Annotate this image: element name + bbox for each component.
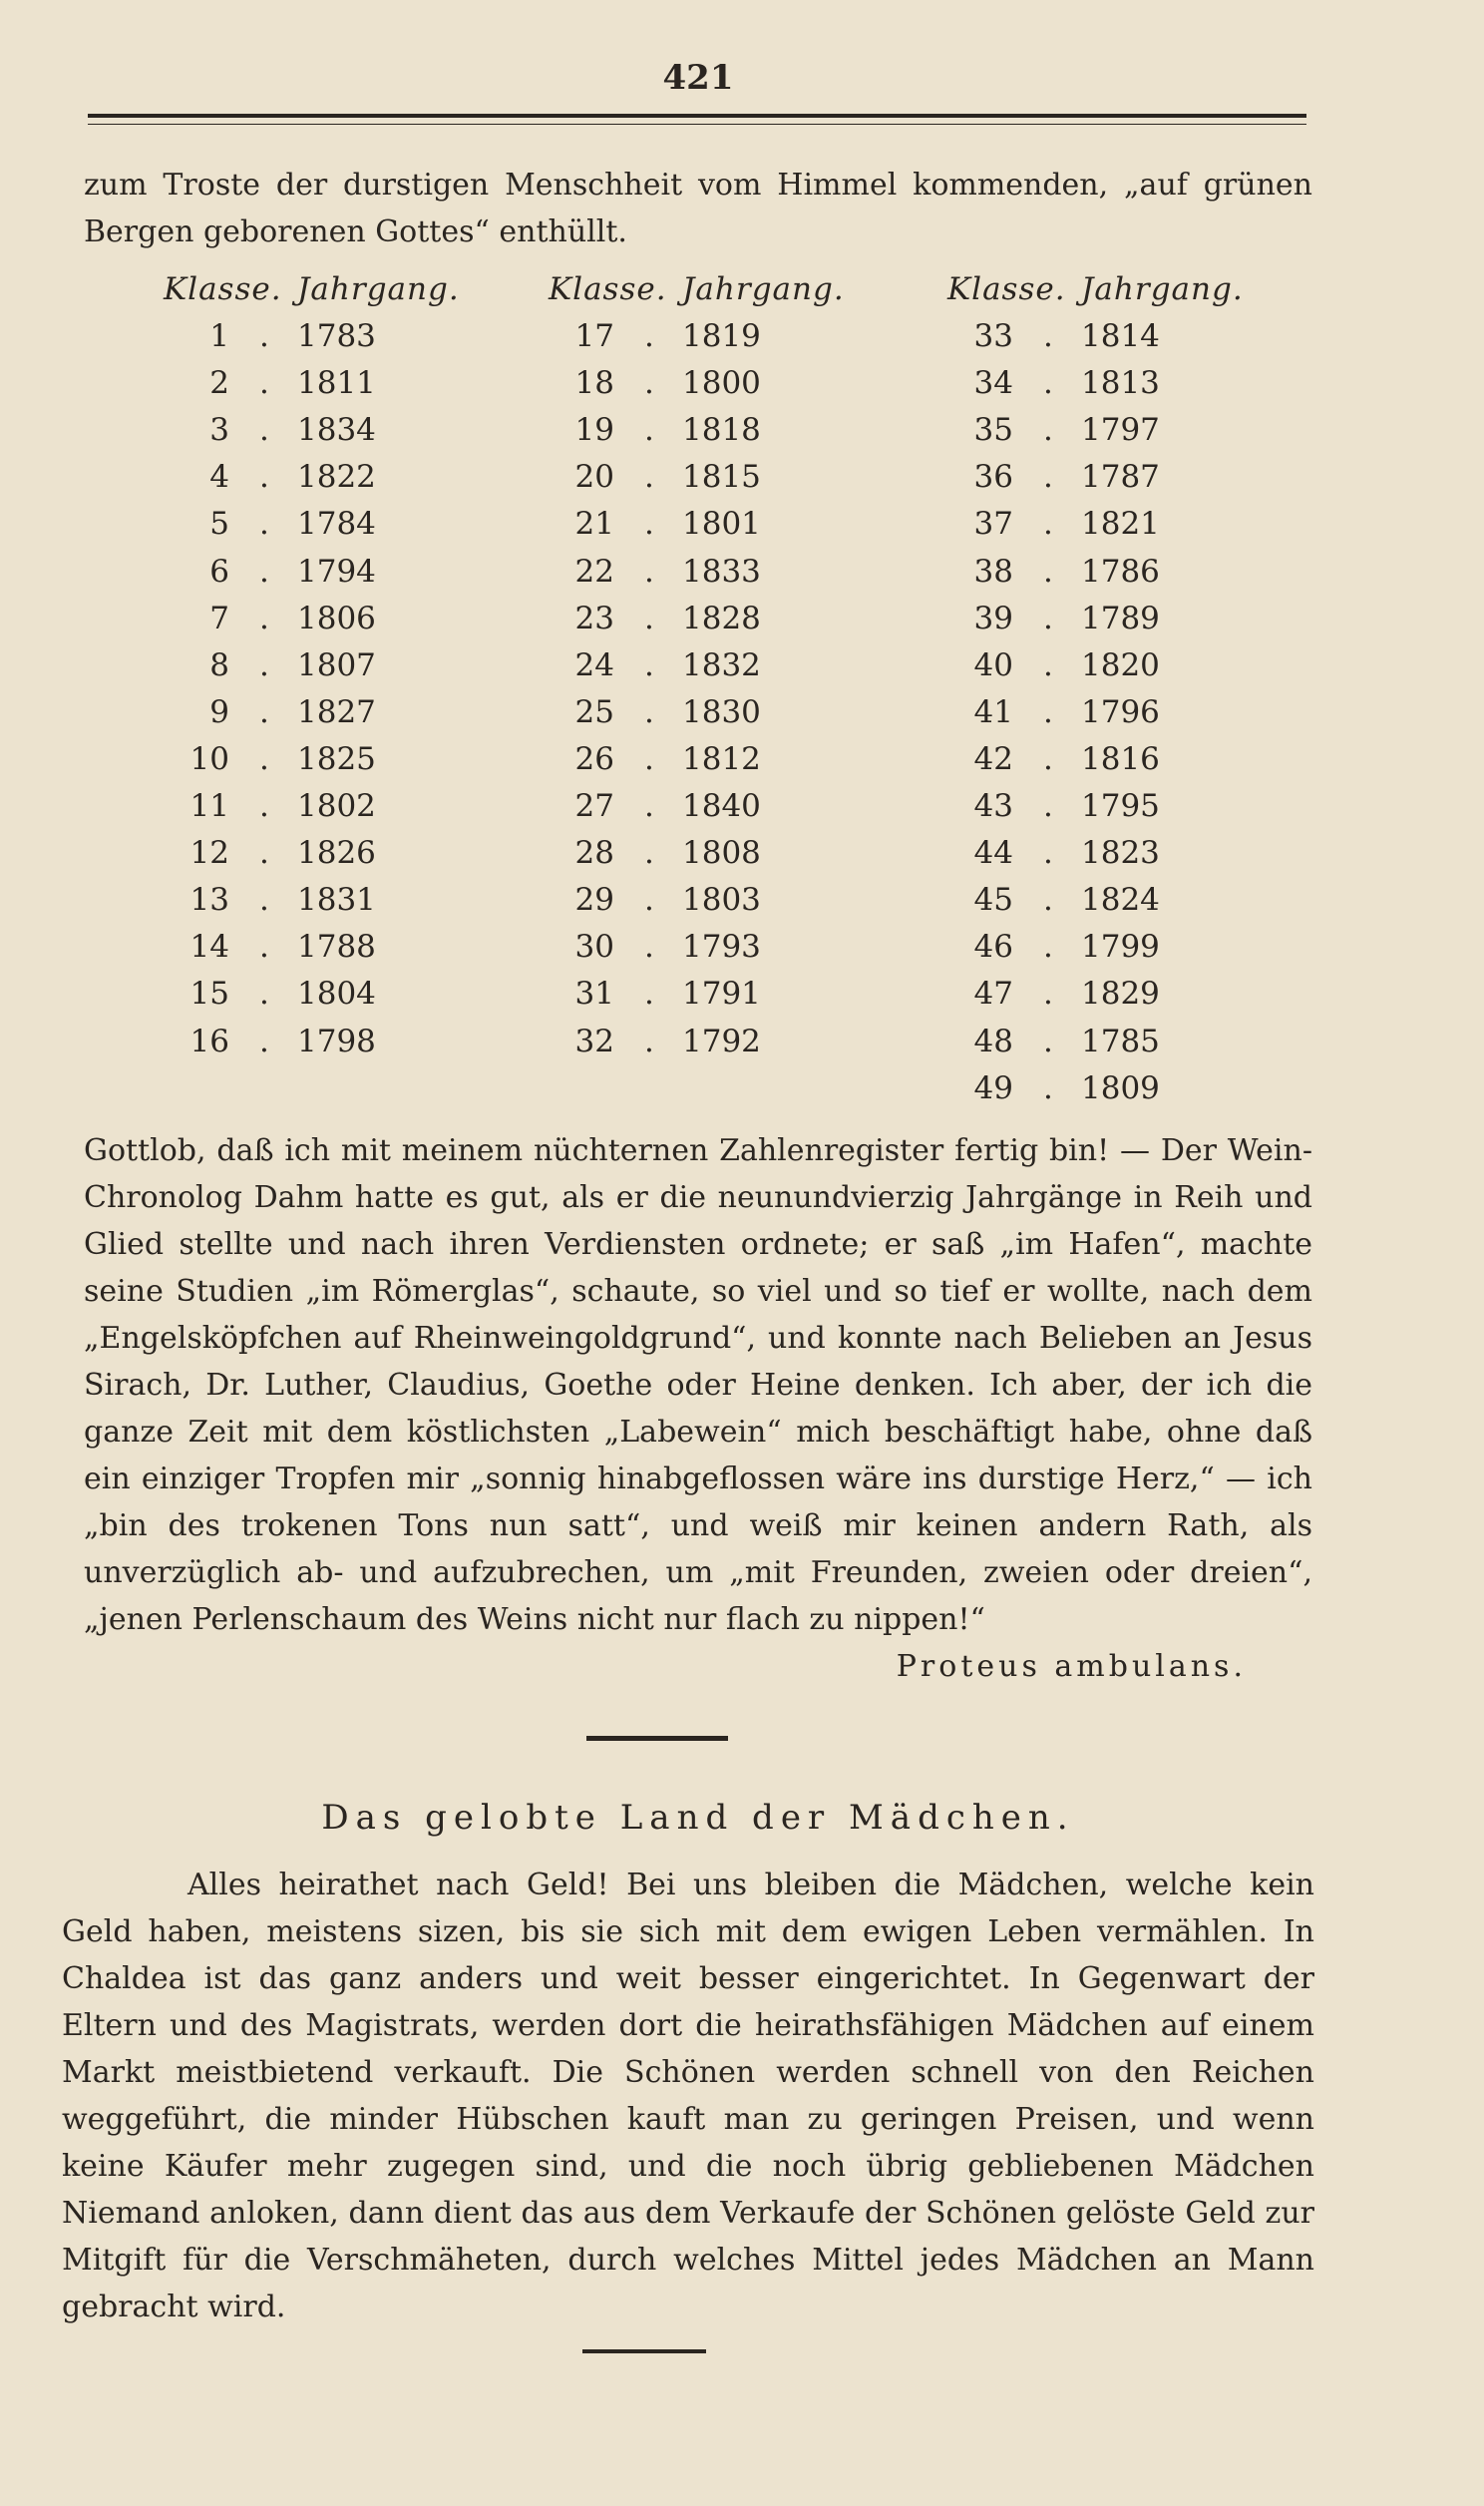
jahrgang-cell: 1799 bbox=[1081, 929, 1160, 966]
signature: Proteus ambulans. bbox=[896, 1649, 1247, 1684]
klasse-cell: 18 bbox=[574, 365, 614, 402]
jahrgang-cell: 1840 bbox=[682, 788, 761, 825]
klasse-cell: 46 bbox=[973, 929, 1013, 966]
jahrgang-cell: 1809 bbox=[1081, 1069, 1160, 1106]
leader-dot: . bbox=[259, 1023, 269, 1059]
jahrgang-cell: 1831 bbox=[297, 882, 376, 919]
section-paragraph bbox=[62, 1862, 1314, 2330]
leader-dot: . bbox=[259, 459, 269, 496]
leader-dot: . bbox=[1043, 835, 1053, 872]
leader-dot: . bbox=[644, 600, 654, 636]
header-klasse: Klasse. bbox=[549, 271, 667, 307]
jahrgang-cell: 1798 bbox=[297, 1023, 376, 1059]
jahrgang-cell: 1834 bbox=[297, 412, 376, 449]
leader-dot: . bbox=[644, 412, 654, 449]
jahrgang-cell: 1833 bbox=[682, 553, 761, 590]
klasse-cell: 22 bbox=[574, 553, 614, 590]
klasse-cell: 31 bbox=[574, 976, 614, 1013]
section-paragraph-text: Alles heirathet nach Geld! Bei uns bleiben die Mädchen, welche kein Geld haben, meistens sizen, bis sie sich mit dem ewigen Leben vermählen. In Chaldea ist das ganz anders und weit besser eingerichtet. In Gegenwart der Eltern und des Magistrats, werden dort die heirathsfähigen Mädchen auf einem Markt meistbietend verkauft. Die Schönen werden schnell von den Reichen weggeführt, die minder Hübschen kauft man zu geringen Preisen, und wenn keine Käufer mehr zugegen sind, und die noch übrig gebliebenen Mädchen Niemand anloken, dann dient das aus dem Verkaufe der Schönen gelöste Geld zur Mitgift für die Verschmäheten, durch welches Mittel jedes Mädchen an Mann gebracht wird. bbox=[62, 1868, 1314, 2324]
klasse-cell: 37 bbox=[973, 506, 1013, 543]
jahrgang-cell: 1797 bbox=[1081, 412, 1160, 449]
klasse-cell: 45 bbox=[973, 882, 1013, 919]
jahrgang-cell: 1819 bbox=[682, 318, 761, 355]
jahrgang-cell: 1789 bbox=[1081, 600, 1160, 636]
jahrgang-cell: 1818 bbox=[682, 412, 761, 449]
leader-dot: . bbox=[644, 1023, 654, 1059]
klasse-cell: 1 bbox=[209, 318, 229, 355]
leader-dot: . bbox=[644, 882, 654, 919]
klasse-cell: 12 bbox=[189, 835, 229, 872]
jahrgang-cell: 1806 bbox=[297, 600, 376, 636]
intro-paragraph: zum Troste der durstigen Menschheit vom Himmel kommenden, „auf grünen Bergen geborenen Gottes“ enthüllt. bbox=[84, 168, 1312, 249]
leader-dot: . bbox=[1043, 365, 1053, 402]
jahrgang-cell: 1814 bbox=[1081, 318, 1160, 355]
closing-paragraph bbox=[84, 1127, 1312, 1690]
jahrgang-cell: 1823 bbox=[1081, 835, 1160, 872]
klasse-cell: 38 bbox=[973, 553, 1013, 590]
leader-dot: . bbox=[259, 929, 269, 966]
jahrgang-cell: 1816 bbox=[1081, 740, 1160, 777]
leader-dot: . bbox=[259, 365, 269, 402]
closing-paragraph-text: Gottlob, daß ich mit meinem nüchternen Zahlenregister fertig bin! — Der Wein-Chronolog Dahm hatte es gut, als er die neunundvierzig Jahrgänge in Reih und Glied stellte und nach ihren Verdiensten ordnete; er saß „im Hafen“, machte seine Studien „im Römerglas“, schaute, so viel und so tief er wollte, nach dem „Engelsköpfchen auf Rheinweingoldgrund“, und konnte nach Belieben an Jesus Sirach, Dr. Luther, Claudius, Goethe oder Heine denken. Ich aber, der ich die ganze Zeit mit dem köstlichsten „Labewein“ mich beschäftigt habe, ohne daß ein einziger Tropfen mir „sonnig hinabgeflossen wäre ins durstige Herz,“ — ich „bin des trokenen Tons nun satt“, und weiß mir keinen andern Rath, als unverzüglich ab- und aufzubrechen, um „mit Freunden, zweien oder dreien“, „jenen Perlenschaum des Weins nicht nur flach zu nippen!“ bbox=[84, 1133, 1312, 1637]
leader-dot: . bbox=[644, 788, 654, 825]
header-jahrgang: Jahrgang. bbox=[1081, 271, 1244, 307]
leader-dot: . bbox=[1043, 882, 1053, 919]
jahrgang-cell: 1826 bbox=[297, 835, 376, 872]
klasse-cell: 15 bbox=[189, 976, 229, 1013]
leader-dot: . bbox=[1043, 506, 1053, 543]
jahrgang-cell: 1794 bbox=[297, 553, 376, 590]
klasse-cell: 16 bbox=[189, 1023, 229, 1059]
klasse-cell: 41 bbox=[973, 693, 1013, 730]
klasse-cell: 33 bbox=[973, 318, 1013, 355]
klasse-cell: 24 bbox=[574, 646, 614, 683]
leader-dot: . bbox=[644, 459, 654, 496]
leader-dot: . bbox=[259, 693, 269, 730]
klasse-cell: 26 bbox=[574, 740, 614, 777]
header-klasse: Klasse. bbox=[947, 271, 1066, 307]
jahrgang-cell: 1803 bbox=[682, 882, 761, 919]
leader-dot: . bbox=[644, 646, 654, 683]
leader-dot: . bbox=[259, 788, 269, 825]
leader-dot: . bbox=[1043, 1023, 1053, 1059]
klasse-cell: 48 bbox=[973, 1023, 1013, 1059]
leader-dot: . bbox=[644, 693, 654, 730]
jahrgang-cell: 1801 bbox=[682, 506, 761, 543]
leader-dot: . bbox=[259, 835, 269, 872]
klasse-cell: 17 bbox=[574, 318, 614, 355]
klasse-cell: 11 bbox=[189, 788, 229, 825]
leader-dot: . bbox=[259, 976, 269, 1013]
jahrgang-cell: 1788 bbox=[297, 929, 376, 966]
leader-dot: . bbox=[259, 646, 269, 683]
klasse-cell: 43 bbox=[973, 788, 1013, 825]
klasse-cell: 9 bbox=[209, 693, 229, 730]
klasse-cell: 6 bbox=[209, 553, 229, 590]
klasse-cell: 4 bbox=[209, 459, 229, 496]
jahrgang-cell: 1822 bbox=[297, 459, 376, 496]
jahrgang-cell: 1808 bbox=[682, 835, 761, 872]
header-jahrgang: Jahrgang. bbox=[682, 271, 845, 307]
klasse-cell: 29 bbox=[574, 882, 614, 919]
klasse-cell: 27 bbox=[574, 788, 614, 825]
jahrgang-cell: 1802 bbox=[297, 788, 376, 825]
header-rule bbox=[88, 114, 1306, 125]
leader-dot: . bbox=[644, 740, 654, 777]
jahrgang-cell: 1812 bbox=[682, 740, 761, 777]
klasse-cell: 21 bbox=[574, 506, 614, 543]
klasse-cell: 2 bbox=[209, 365, 229, 402]
klasse-cell: 36 bbox=[973, 459, 1013, 496]
leader-dot: . bbox=[259, 318, 269, 355]
klasse-cell: 25 bbox=[574, 693, 614, 730]
leader-dot: . bbox=[644, 835, 654, 872]
header-jahrgang: Jahrgang. bbox=[297, 271, 460, 307]
leader-dot: . bbox=[1043, 929, 1053, 966]
leader-dot: . bbox=[644, 553, 654, 590]
leader-dot: . bbox=[259, 882, 269, 919]
leader-dot: . bbox=[1043, 646, 1053, 683]
section-divider bbox=[586, 1736, 728, 1741]
leader-dot: . bbox=[1043, 1069, 1053, 1106]
klasse-cell: 14 bbox=[189, 929, 229, 966]
jahrgang-cell: 1811 bbox=[297, 365, 376, 402]
leader-dot: . bbox=[644, 506, 654, 543]
jahrgang-cell: 1828 bbox=[682, 600, 761, 636]
jahrgang-cell: 1785 bbox=[1081, 1023, 1160, 1059]
klasse-cell: 49 bbox=[973, 1069, 1013, 1106]
jahrgang-cell: 1829 bbox=[1081, 976, 1160, 1013]
klasse-cell: 19 bbox=[574, 412, 614, 449]
klasse-cell: 39 bbox=[973, 600, 1013, 636]
jahrgang-cell: 1791 bbox=[682, 976, 761, 1013]
jahrgang-cell: 1800 bbox=[682, 365, 761, 402]
klasse-cell: 7 bbox=[209, 600, 229, 636]
klasse-cell: 10 bbox=[189, 740, 229, 777]
leader-dot: . bbox=[1043, 412, 1053, 449]
jahrgang-cell: 1827 bbox=[297, 693, 376, 730]
jahrgang-cell: 1820 bbox=[1081, 646, 1160, 683]
klasse-cell: 34 bbox=[973, 365, 1013, 402]
leader-dot: . bbox=[644, 318, 654, 355]
jahrgang-cell: 1821 bbox=[1081, 506, 1160, 543]
leader-dot: . bbox=[644, 976, 654, 1013]
leader-dot: . bbox=[259, 553, 269, 590]
klasse-cell: 5 bbox=[209, 506, 229, 543]
leader-dot: . bbox=[1043, 976, 1053, 1013]
jahrgang-cell: 1825 bbox=[297, 740, 376, 777]
leader-dot: . bbox=[1043, 553, 1053, 590]
leader-dot: . bbox=[259, 506, 269, 543]
leader-dot: . bbox=[1043, 459, 1053, 496]
leader-dot: . bbox=[1043, 600, 1053, 636]
jahrgang-cell: 1830 bbox=[682, 693, 761, 730]
jahrgang-cell: 1787 bbox=[1081, 459, 1160, 496]
leader-dot: . bbox=[644, 365, 654, 402]
klasse-cell: 30 bbox=[574, 929, 614, 966]
leader-dot: . bbox=[644, 929, 654, 966]
jahrgang-cell: 1832 bbox=[682, 646, 761, 683]
page-number: 421 bbox=[662, 58, 734, 98]
jahrgang-cell: 1813 bbox=[1081, 365, 1160, 402]
leader-dot: . bbox=[1043, 318, 1053, 355]
klasse-cell: 13 bbox=[189, 882, 229, 919]
jahrgang-cell: 1783 bbox=[297, 318, 376, 355]
leader-dot: . bbox=[1043, 740, 1053, 777]
klasse-cell: 8 bbox=[209, 646, 229, 683]
klasse-cell: 28 bbox=[574, 835, 614, 872]
jahrgang-cell: 1793 bbox=[682, 929, 761, 966]
leader-dot: . bbox=[259, 412, 269, 449]
end-divider bbox=[582, 2349, 706, 2353]
section-title: Das gelobte Land der Mädchen. bbox=[321, 1798, 1075, 1838]
jahrgang-cell: 1786 bbox=[1081, 553, 1160, 590]
jahrgang-cell: 1792 bbox=[682, 1023, 761, 1059]
jahrgang-cell: 1795 bbox=[1081, 788, 1160, 825]
jahrgang-cell: 1796 bbox=[1081, 693, 1160, 730]
leader-dot: . bbox=[1043, 788, 1053, 825]
jahrgang-cell: 1807 bbox=[297, 646, 376, 683]
klasse-cell: 40 bbox=[973, 646, 1013, 683]
jahrgang-cell: 1804 bbox=[297, 976, 376, 1013]
klasse-cell: 23 bbox=[574, 600, 614, 636]
klasse-cell: 20 bbox=[574, 459, 614, 496]
klasse-cell: 3 bbox=[209, 412, 229, 449]
leader-dot: . bbox=[259, 740, 269, 777]
klasse-cell: 44 bbox=[973, 835, 1013, 872]
klasse-cell: 42 bbox=[973, 740, 1013, 777]
header-klasse: Klasse. bbox=[164, 271, 282, 307]
klasse-cell: 32 bbox=[574, 1023, 614, 1059]
klasse-cell: 47 bbox=[973, 976, 1013, 1013]
leader-dot: . bbox=[259, 600, 269, 636]
jahrgang-cell: 1824 bbox=[1081, 882, 1160, 919]
leader-dot: . bbox=[1043, 693, 1053, 730]
jahrgang-cell: 1815 bbox=[682, 459, 761, 496]
jahrgang-cell: 1784 bbox=[297, 506, 376, 543]
klasse-cell: 35 bbox=[973, 412, 1013, 449]
